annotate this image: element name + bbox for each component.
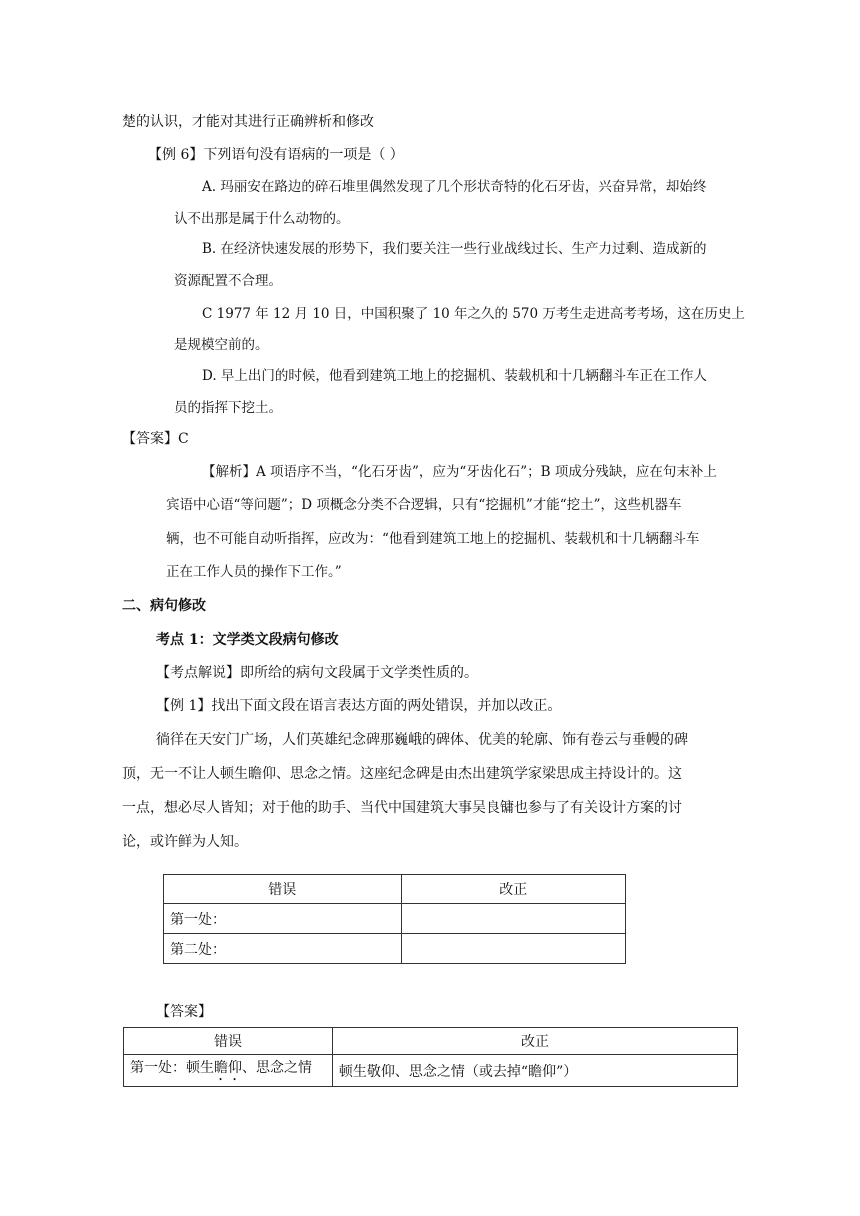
option-d-line2: 员的指挥下挖土。	[174, 400, 282, 416]
passage-line1: 徜徉在天安门广场，人们英雄纪念碑那巍峨的碑体、优美的轮廓、饰有卷云与垂幔的碑	[156, 732, 688, 748]
passage-line4: 论，或许鲜为人知。	[122, 834, 248, 850]
answer-table	[123, 1027, 738, 1087]
analysis-line1: 【解析】A 项语序不当，“化石牙齿”，应为“牙齿化石”；B 项成分残缺，应在句末补上	[202, 464, 717, 480]
example6-answer: 【答案】C	[122, 431, 189, 447]
kaodian-title: 考点 1：文学类文段病句修改	[156, 632, 339, 648]
option-b-line2: 资源配置不合理。	[174, 273, 282, 289]
answer-row1-error-suffix: 、思念之情	[242, 1060, 312, 1076]
option-c-line1: C 1977 年 12 月 10 日，中国积聚了 10 年之久的 570 万考生走进高考考场，这在历史上	[202, 306, 745, 322]
exercise-table	[163, 874, 626, 964]
passage-line3: 一点，想必尽人皆知；对于他的助手、当代中国建筑大事吴良镛也参与了有关设计方案的讨	[122, 800, 682, 816]
exercise-row2-fix	[401, 934, 625, 964]
exercise-row1-fix	[401, 904, 625, 934]
answer-label: 【答案】	[156, 1004, 212, 1020]
intro-line: 楚的认识，才能对其进行正确辨析和修改	[122, 114, 374, 130]
answer-row1-error	[124, 1055, 333, 1087]
answer-row1-error-prefix: 第一处：顿生	[130, 1060, 214, 1076]
answer-row1-fix: 顿生敬仰、思念之情（或去掉“瞻仰”）	[332, 1055, 737, 1087]
option-c-line2: 是规模空前的。	[174, 337, 269, 353]
answer-header-error: 错误	[124, 1028, 333, 1055]
exercise-row2-label: 第二处：	[164, 934, 402, 964]
exercise-header-error: 错误	[164, 875, 402, 904]
analysis-line3: 辆，也不可能自动听指挥，应改为：“他看到建筑工地上的挖掘机、装载机和十几辆翻斗车	[166, 531, 700, 547]
example6-question: 【例 6】下列语句没有语病的一项是（ ）	[148, 147, 404, 163]
exercise-header-fix: 改正	[401, 875, 625, 904]
option-a-line1: A. 玛丽安在路边的碎石堆里偶然发现了几个形状奇特的化石牙齿，兴奋异常，却始终	[202, 179, 707, 195]
exercise-row1-label: 第一处：	[164, 904, 402, 934]
option-a-line2: 认不出那是属于什么动物的。	[174, 211, 350, 227]
answer-header-fix: 改正	[332, 1028, 737, 1055]
analysis-line2: 宾语中心语“等问题”；D 项概念分类不合逻辑，只有“挖掘机”才能“挖土”，这些机器车	[166, 497, 682, 513]
analysis-line4: 正在工作人员的操作下工作。”	[166, 564, 342, 580]
option-b-line1: B. 在经济快速发展的形势下，我们要关注一些行业战线过长、生产力过剩、造成新的	[202, 241, 707, 257]
passage-line2: 顶，无一不让人顿生瞻仰、思念之情。这座纪念碑是由杰出建筑学家梁思成主持设计的。这	[122, 766, 682, 782]
option-d-line1: D. 早上出门的时候，他看到建筑工地上的挖掘机、装载机和十几辆翻斗车正在工作人	[202, 368, 707, 384]
section2-heading: 二、病句修改	[122, 598, 206, 614]
kaodian-explain: 【考点解说】即所给的病句文段属于文学类性质的。	[156, 665, 478, 681]
answer-row1-error-dotted: 瞻仰	[214, 1060, 242, 1076]
example1-question: 【例 1】找出下面文段在语言表达方面的两处错误，并加以改正。	[156, 698, 562, 714]
